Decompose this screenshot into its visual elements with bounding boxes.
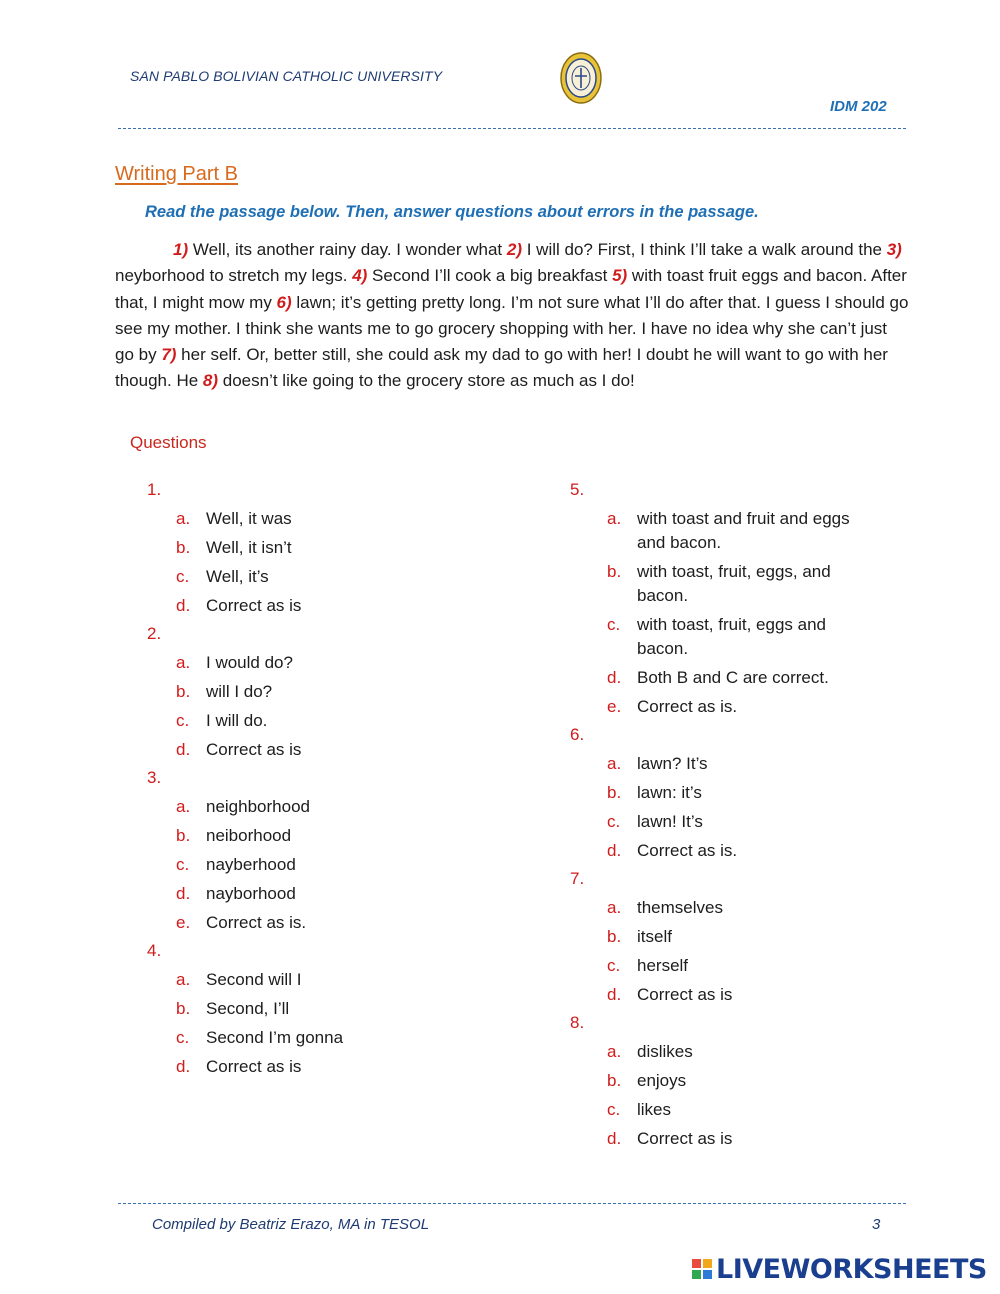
error-marker: 6) xyxy=(276,292,292,312)
option-text: with toast and fruit and eggs and bacon. xyxy=(637,509,850,552)
option-text: lawn! It’s xyxy=(637,812,703,831)
option-letter: d. xyxy=(176,884,191,903)
questions-label: Questions xyxy=(130,433,207,452)
option-letter: d. xyxy=(176,1057,191,1076)
option-letter: c. xyxy=(176,1028,190,1047)
question-number: 8. xyxy=(570,1013,585,1032)
passage-text: her self. Or, better still, she could ask my dad to go with her! I doubt he will want to go with her though. He xyxy=(115,345,888,391)
option-letter: a. xyxy=(607,509,622,528)
option-text: themselves xyxy=(637,898,723,917)
option-letter: b. xyxy=(607,1071,622,1090)
option-text: likes xyxy=(637,1100,672,1119)
option-text: Correct as is xyxy=(206,596,302,615)
liveworksheets-icon xyxy=(692,1259,712,1279)
option-text: I will do. xyxy=(206,711,268,730)
option-letter: a. xyxy=(607,898,622,917)
option-text: I would do? xyxy=(206,653,293,672)
option-text: will I do? xyxy=(206,682,273,701)
option-text: Second, I’ll xyxy=(206,999,290,1018)
option-text: Second I’m gonna xyxy=(206,1028,344,1047)
error-marker: 7) xyxy=(161,345,177,365)
option-text: lawn: it’s xyxy=(637,783,702,802)
option-text: Correct as is xyxy=(206,740,302,759)
error-marker: 3) xyxy=(886,240,902,259)
error-marker: 2) xyxy=(506,240,522,259)
compiled-by: Compiled by Beatriz Erazo, MA in TESOL xyxy=(152,1216,430,1233)
option-letter: a. xyxy=(176,509,191,528)
instructions: Read the passage below. Then, answer questions about errors in the passage. xyxy=(145,203,759,221)
option-letter: c. xyxy=(607,1100,621,1119)
option-letter: b. xyxy=(607,783,622,802)
option-text: dislikes xyxy=(637,1042,693,1061)
option-letter: b. xyxy=(176,682,191,701)
passage-text: lawn; it’s getting pretty long. I’m not sure what I’ll do after that. I guess I should go see my mother. I think she wants me to go grocery shopping with her. I have no idea why she can’t just go by xyxy=(115,292,909,365)
passage-text: Well, its another rainy day. I wonder what xyxy=(188,240,507,259)
question-number: 5. xyxy=(570,480,585,499)
header-divider xyxy=(118,128,906,129)
option-letter: b. xyxy=(176,826,191,845)
option-text: Correct as is xyxy=(206,1057,302,1076)
passage-text: doesn’t like going to the grocery store as much as I do! xyxy=(218,371,635,391)
section-title: Writing Part B xyxy=(115,163,238,185)
option-letter: d. xyxy=(607,1129,622,1148)
reading-passage xyxy=(115,237,910,395)
option-letter: a. xyxy=(607,1042,622,1061)
university-seal-icon xyxy=(560,52,602,104)
option-letter: c. xyxy=(176,711,190,730)
question-number: 7. xyxy=(570,869,585,888)
passage-text: Second I’ll cook a big breakfast xyxy=(367,266,613,286)
option-letter: c. xyxy=(607,956,621,975)
option-text: Correct as is. xyxy=(206,913,307,932)
option-letter: c. xyxy=(607,615,621,634)
option-letter: d. xyxy=(607,841,622,860)
error-marker: 1) xyxy=(173,240,189,259)
error-marker: 8) xyxy=(202,371,219,391)
university-name: SAN PABLO BOLIVIAN CATHOLIC UNIVERSITY xyxy=(130,68,443,84)
option-letter: c. xyxy=(607,812,621,831)
passage-text: I will do? First, I think I’ll take a walk around the xyxy=(522,240,887,259)
liveworksheets-logo[interactable] xyxy=(692,1254,987,1284)
option-letter: a. xyxy=(176,653,191,672)
option-text: neighborhood xyxy=(206,797,310,816)
passage-text: with toast fruit eggs and bacon. After that, I might mow my xyxy=(115,266,907,312)
option-text: Correct as is. xyxy=(637,841,738,860)
option-letter: e. xyxy=(176,913,191,932)
option-letter: b. xyxy=(176,538,191,557)
liveworksheets-wordmark: LIVEWORKSHEETS xyxy=(716,1253,987,1285)
option-text: Both B and C are correct. xyxy=(637,668,829,687)
option-text: enjoys xyxy=(637,1071,687,1090)
option-text: Correct as is. xyxy=(637,697,738,716)
option-text: lawn? It’s xyxy=(637,754,708,773)
option-text: Well, it was xyxy=(206,509,292,528)
question-number: 4. xyxy=(147,941,162,960)
option-letter: c. xyxy=(176,567,190,586)
option-text: Well, it’s xyxy=(206,567,269,586)
passage-text: neyborhood to stretch my legs. xyxy=(115,266,353,286)
option-text: herself xyxy=(637,956,689,975)
option-letter: d. xyxy=(607,668,622,687)
option-text: with toast, fruit, eggs, and bacon. xyxy=(637,562,831,605)
option-letter: d. xyxy=(607,985,622,1004)
option-text: Second will I xyxy=(206,970,302,989)
option-letter: d. xyxy=(176,740,191,759)
question-number: 6. xyxy=(570,725,585,744)
course-code: IDM 202 xyxy=(830,98,887,115)
option-text: Well, it isn’t xyxy=(206,538,292,557)
option-text: itself xyxy=(637,927,672,946)
question-number: 1. xyxy=(147,480,162,499)
option-letter: b. xyxy=(607,927,622,946)
option-text: nayborhood xyxy=(206,884,296,903)
error-marker: 5) xyxy=(612,266,628,286)
footer-divider xyxy=(118,1203,906,1204)
option-text: Correct as is xyxy=(637,985,733,1004)
question-number: 2. xyxy=(147,624,162,643)
option-text: nayberhood xyxy=(206,855,296,874)
option-text: with toast, fruit, eggs and bacon. xyxy=(637,615,826,658)
option-letter: b. xyxy=(176,999,191,1018)
option-letter: b. xyxy=(607,562,622,581)
page-number: 3 xyxy=(872,1216,881,1233)
option-letter: c. xyxy=(176,855,190,874)
question-number: 3. xyxy=(147,768,162,787)
option-letter: a. xyxy=(607,754,622,773)
error-marker: 4) xyxy=(352,266,368,286)
option-text: neiborhood xyxy=(206,826,292,845)
option-letter: a. xyxy=(176,797,191,816)
option-letter: e. xyxy=(607,697,622,716)
option-text: Correct as is xyxy=(637,1129,733,1148)
option-letter: a. xyxy=(176,970,191,989)
option-letter: d. xyxy=(176,596,191,615)
